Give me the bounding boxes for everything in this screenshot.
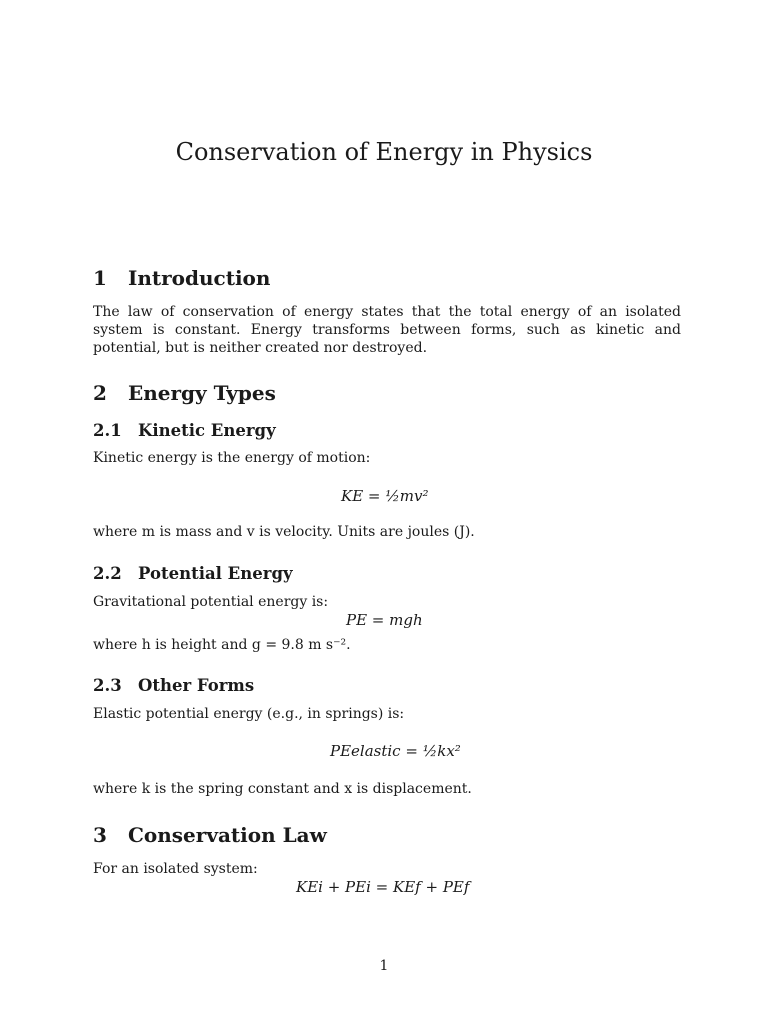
subsection-title: Potential Energy bbox=[138, 564, 293, 583]
subsection-number: 2.1 bbox=[93, 421, 122, 440]
page-title: Conservation of Energy in Physics bbox=[175, 138, 593, 166]
subsection-title: Kinetic Energy bbox=[138, 421, 276, 440]
kinetic-explanation: where m is mass and v is velocity. Units are joules (J). bbox=[93, 524, 475, 540]
kinetic-intro: Kinetic energy is the energy of motion: bbox=[93, 450, 371, 466]
elastic-energy-equation: PEelastic = ½kx² bbox=[330, 742, 461, 760]
elastic-explanation: where k is the spring constant and x is displacement. bbox=[93, 781, 472, 797]
section-title: Introduction bbox=[128, 266, 271, 290]
subsection-number: 2.2 bbox=[93, 564, 122, 583]
subsection-heading-other-forms bbox=[93, 676, 254, 695]
kinetic-energy-equation: KE = ½mv² bbox=[341, 487, 429, 505]
section-heading-introduction bbox=[93, 266, 270, 290]
page-number: 1 bbox=[379, 958, 389, 974]
section-heading-conservation-law bbox=[93, 823, 327, 847]
potential-explanation: where h is height and g = 9.8 m s⁻². bbox=[93, 637, 351, 653]
elastic-intro: Elastic potential energy (e.g., in springs) is: bbox=[93, 706, 405, 722]
conservation-equation: KEi + PEi = KEf + PEf bbox=[296, 878, 470, 896]
section-number: 1 bbox=[93, 266, 107, 290]
conservation-intro: For an isolated system: bbox=[93, 861, 258, 877]
section-title: Conservation Law bbox=[128, 823, 327, 847]
potential-energy-equation: PE = mgh bbox=[346, 611, 423, 629]
section-number: 2 bbox=[93, 381, 107, 405]
potential-intro: Gravitational potential energy is: bbox=[93, 594, 329, 610]
section-heading-energy-types bbox=[93, 381, 276, 405]
subsection-title: Other Forms bbox=[138, 676, 255, 695]
subsection-heading-potential-energy bbox=[93, 564, 293, 583]
section-number: 3 bbox=[93, 823, 107, 847]
subsection-number: 2.3 bbox=[93, 676, 122, 695]
section-title: Energy Types bbox=[128, 381, 276, 405]
subsection-heading-kinetic-energy bbox=[93, 421, 276, 440]
introduction-paragraph: The law of conservation of energy states that the total energy of an isolated system is constant. Energy transforms between forms, such as kinetic and potential, but is neither created nor destroyed. bbox=[93, 304, 681, 356]
